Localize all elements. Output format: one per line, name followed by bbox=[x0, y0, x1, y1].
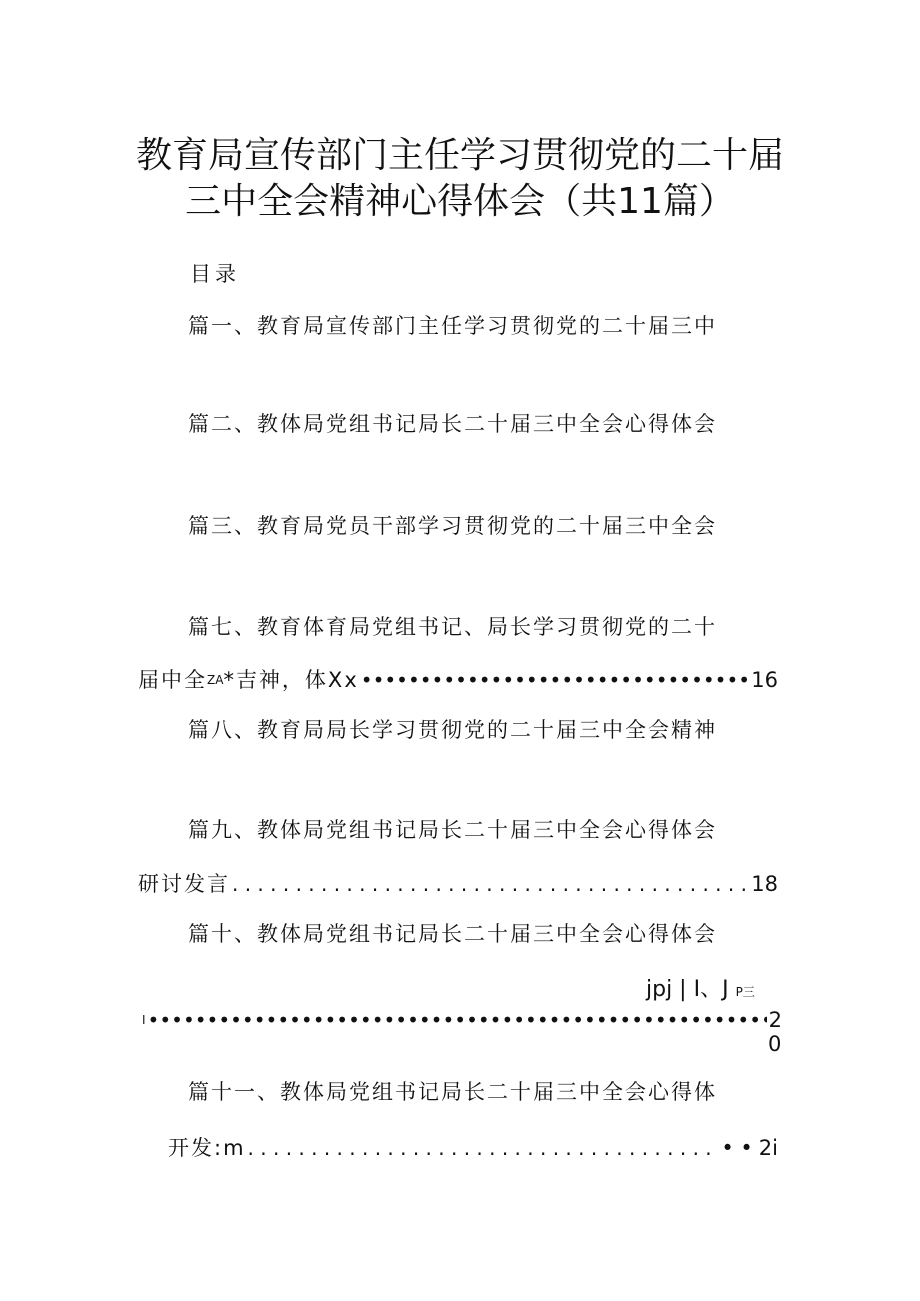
toc-leader-dots bbox=[232, 870, 749, 898]
toc-entry-7-continuation[interactable] bbox=[138, 666, 778, 694]
toc-entry-10[interactable]: 篇十、教体局党组书记局长二十届三中全会心得体会 bbox=[188, 922, 717, 946]
toc-entry-11-continuation[interactable] bbox=[168, 1134, 778, 1162]
toc-entry-9-continuation[interactable] bbox=[138, 870, 778, 898]
toc-entry-10-page-b: 0 bbox=[768, 1032, 782, 1056]
toc-entry-11-page: 2i bbox=[758, 1136, 778, 1160]
toc-entry-7-page: 16 bbox=[751, 668, 778, 692]
toc-leader-dots bbox=[248, 1134, 720, 1162]
toc-entry-9-page: 18 bbox=[751, 872, 778, 896]
toc-entry-9-cont-text: 研讨发言 bbox=[138, 872, 230, 896]
toc-entry-7-cont-small: ZA bbox=[207, 673, 224, 687]
toc-entry-1[interactable]: 篇一、教育局宣传部门主任学习贯彻党的二十届三中 bbox=[188, 314, 717, 338]
toc-entry-7[interactable]: 篇七、教育体育局党组书记、局长学习贯彻党的二十 bbox=[188, 615, 717, 639]
toc-entry-10-continuation[interactable] bbox=[142, 1006, 782, 1034]
toc-entry-8[interactable]: 篇八、教育局局长学习贯彻党的二十届三中全会精神 bbox=[188, 718, 717, 742]
toc-heading: 目录 bbox=[190, 262, 240, 286]
toc-entry-7-cont-text: 届中全 bbox=[138, 668, 207, 692]
toc-leader-dots bbox=[148, 1006, 767, 1034]
toc-entry-11-tail: • • bbox=[721, 1136, 753, 1160]
toc-entry-11[interactable]: 篇十一、教体局党组书记局长二十届三中全会心得体 bbox=[188, 1080, 717, 1104]
document-title-line-2: 三中全会精神心得体会（共11篇） bbox=[185, 181, 735, 222]
toc-entry-11-cont-text: 开发:m bbox=[168, 1136, 246, 1160]
toc-entry-10-fragment-small: P三 bbox=[735, 985, 755, 999]
toc-entry-10-lead: I bbox=[142, 1013, 146, 1027]
toc-entry-10-page-a: 2 bbox=[768, 1008, 782, 1032]
toc-leader-dots bbox=[361, 666, 750, 694]
document-title-line-1: 教育局宣传部门主任学习贯彻党的二十届 bbox=[135, 135, 784, 176]
toc-entry-10-fragment-text: jpj | I、J bbox=[646, 977, 729, 1002]
toc-entry-10-fragment bbox=[646, 976, 755, 1006]
toc-entry-7-cont-text-2: *吉神，体Xx bbox=[223, 668, 359, 692]
toc-entry-3[interactable]: 篇三、教育局党员干部学习贯彻党的二十届三中全会 bbox=[188, 514, 717, 538]
toc-entry-2[interactable]: 篇二、教体局党组书记局长二十届三中全会心得体会 bbox=[188, 412, 717, 436]
toc-entry-9[interactable]: 篇九、教体局党组书记局长二十届三中全会心得体会 bbox=[188, 818, 717, 842]
